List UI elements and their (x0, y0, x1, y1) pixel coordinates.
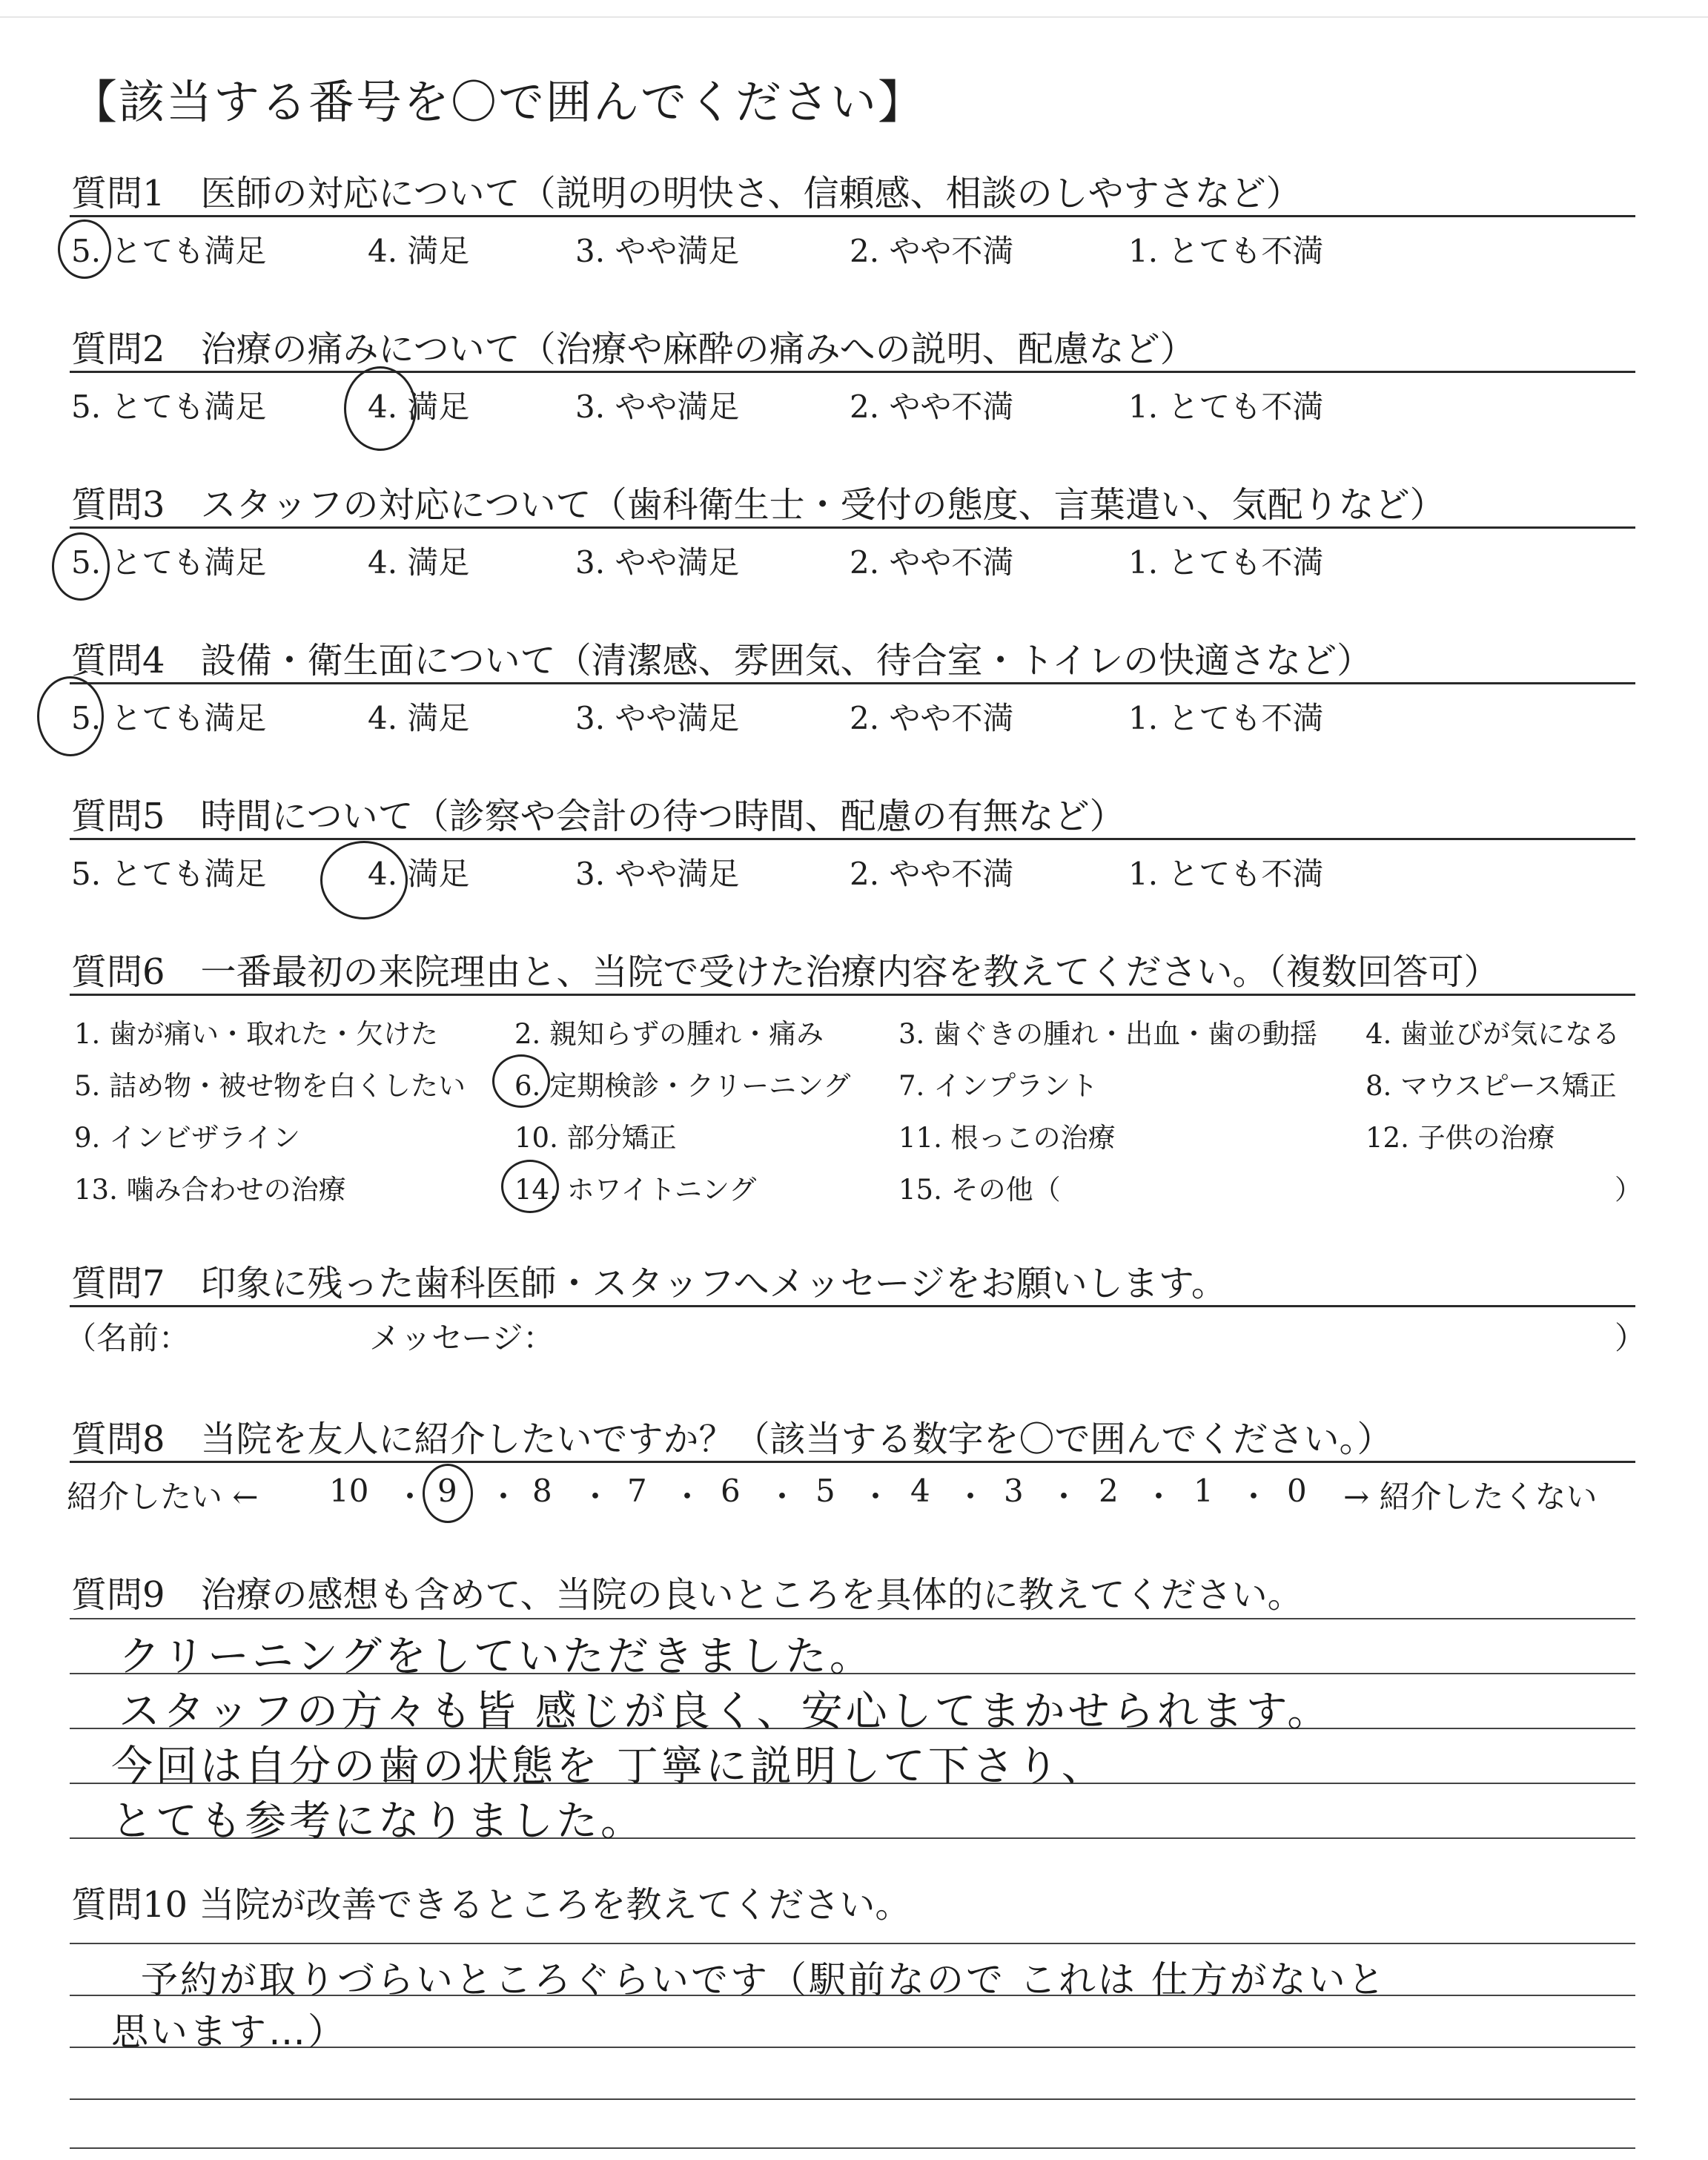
q8-scale-left-label: 紹介したい ← (67, 1479, 259, 1515)
question-3-rule (70, 526, 1635, 529)
q1-option-2[interactable]: 2. やや不満 (850, 233, 1014, 269)
q8-scale-2[interactable]: 2 (1099, 1473, 1119, 1509)
q6-option-9[interactable]: 9. インビザライン (74, 1122, 300, 1154)
question-9-label: 質問9 治療の感想も含めて、当院の良いところを具体的に教えてください。 (71, 1574, 1303, 1616)
q9-answer-line: スタッフの方々も皆 感じが良く、安心してまかせられます。 (119, 1688, 1332, 1736)
q8-separator: ・ (580, 1479, 612, 1515)
q6-option-13[interactable]: 13. 噛み合わせの治療 (74, 1174, 346, 1206)
q6-option-10[interactable]: 10. 部分矯正 (514, 1122, 677, 1154)
q6-option-15[interactable]: 15. その他（ (898, 1174, 1061, 1206)
q6-option-5[interactable]: 5. 詰め物・被せ物を白くしたい (74, 1070, 466, 1102)
q3-selection-circle (52, 532, 110, 601)
question-4-label: 質問4 設備・衛生面について（清潔感、雰囲気、待合室・トイレの快適さなど） (71, 640, 1373, 681)
q5-option-1[interactable]: 1. とても不満 (1128, 856, 1324, 892)
q5-option-4[interactable]: 4. 満足 (368, 856, 470, 892)
top-edge-line (0, 16, 1708, 18)
q6-option-14[interactable]: 14. ホワイトニング (514, 1174, 757, 1206)
q1-option-1[interactable]: 1. とても不満 (1128, 233, 1324, 269)
form-title: 【該当する番号を〇で囲んでください】 (71, 75, 926, 129)
question-4-rule (70, 682, 1635, 684)
question-5-label: 質問5 時間について（診察や会計の待つ時間、配慮の有無など） (71, 796, 1125, 837)
q10-answer-line: 予約が取りづらいところぐらいです（駅前なので これは 仕方がないと (141, 1958, 1387, 2001)
q4-option-2[interactable]: 2. やや不満 (850, 700, 1014, 736)
question-5-rule (70, 838, 1635, 840)
question-3-label: 質問3 スタッフの対応について（歯科衛生士・受付の態度、言葉遣い、気配りなど） (71, 484, 1446, 526)
q8-separator: ・ (488, 1479, 520, 1515)
question-6-label: 質問6 一番最初の来院理由と、当院で受けた治療内容を教えてください。（複数回答可） (71, 951, 1500, 993)
question-2-label: 質問2 治療の痛みについて（治療や麻酔の痛みへの説明、配慮など） (71, 328, 1196, 370)
q6-option-3[interactable]: 3. 歯ぐきの腫れ・出血・歯の動揺 (898, 1018, 1318, 1050)
q4-option-1[interactable]: 1. とても不満 (1128, 700, 1324, 736)
q6-selection-circle-14 (501, 1160, 559, 1213)
q9-answer-line: 今回は自分の歯の状態を 丁寧に説明して下さり、 (111, 1743, 1106, 1791)
q2-selection-circle (344, 366, 417, 451)
q10-line-0 (70, 1943, 1635, 1944)
q5-option-5[interactable]: 5. とても満足 (71, 856, 267, 892)
q8-selection-circle (423, 1464, 473, 1523)
q8-scale-4[interactable]: 4 (910, 1473, 930, 1509)
q6-option-4[interactable]: 4. 歯並びが気になる (1366, 1018, 1621, 1050)
q10-answer-line: 思います…） (111, 2010, 347, 2053)
question-8-rule (70, 1461, 1635, 1463)
q2-option-2[interactable]: 2. やや不満 (850, 389, 1014, 425)
q6-option-6[interactable]: 6. 定期検診・クリーニング (514, 1070, 851, 1102)
q8-separator: ・ (955, 1479, 987, 1515)
q1-option-3[interactable]: 3. やや満足 (575, 233, 740, 269)
q9-answer-line: クリーニングをしていただきました。 (119, 1633, 874, 1681)
q8-separator: ・ (394, 1479, 426, 1515)
q2-option-5[interactable]: 5. とても満足 (71, 389, 267, 425)
q6-option-1[interactable]: 1. 歯が痛い・取れた・欠けた (74, 1018, 439, 1050)
question-2-rule (70, 371, 1635, 373)
q9-line-0 (70, 1618, 1635, 1619)
q3-option-4[interactable]: 4. 満足 (368, 544, 470, 581)
q8-scale-5[interactable]: 5 (815, 1473, 835, 1509)
q8-scale-8[interactable]: 8 (532, 1473, 552, 1509)
q6-other-close-paren: ） (1615, 1174, 1642, 1206)
q8-scale-0[interactable]: 0 (1287, 1473, 1307, 1509)
question-1-rule (70, 215, 1635, 217)
question-10-label: 質問10 当院が改善できるところを教えてください。 (71, 1884, 911, 1926)
q7-message-label: メッセージ： (369, 1320, 555, 1356)
q5-selection-circle (320, 841, 408, 919)
q3-option-3[interactable]: 3. やや満足 (575, 544, 740, 581)
q1-selection-circle (58, 219, 111, 279)
q8-scale-1[interactable]: 1 (1194, 1473, 1214, 1509)
q9-answer-line: とても参考になりました。 (111, 1797, 645, 1846)
q4-option-3[interactable]: 3. やや満足 (575, 700, 740, 736)
question-7-rule (70, 1305, 1635, 1307)
q8-scale-3[interactable]: 3 (1004, 1473, 1024, 1509)
q8-scale-7[interactable]: 7 (627, 1473, 647, 1509)
q8-separator: ・ (1143, 1479, 1175, 1515)
q10-line-4 (70, 2147, 1635, 2149)
q6-option-8[interactable]: 8. マウスピース矯正 (1366, 1070, 1617, 1102)
q7-name-label: （名前： (65, 1320, 191, 1356)
question-8-label: 質問8 当院を友人に紹介したいですか？（該当する数字を〇で囲んでください。） (71, 1418, 1393, 1460)
q8-separator: ・ (767, 1479, 798, 1515)
question-7-label: 質問7 印象に残った歯科医師・スタッフへメッセージをお願いします。 (71, 1263, 1227, 1304)
q4-option-5[interactable]: 5. とても満足 (71, 700, 267, 736)
q1-option-5[interactable]: 5. とても満足 (71, 233, 267, 269)
q6-option-2[interactable]: 2. 親知らずの腫れ・痛み (514, 1018, 824, 1050)
q3-option-1[interactable]: 1. とても不満 (1128, 544, 1324, 581)
question-6-rule (70, 994, 1635, 996)
q6-option-7[interactable]: 7. インプラント (898, 1070, 1099, 1102)
q2-option-1[interactable]: 1. とても不満 (1128, 389, 1324, 425)
q3-option-2[interactable]: 2. やや不満 (850, 544, 1014, 581)
q6-option-12[interactable]: 12. 子供の治療 (1366, 1122, 1555, 1154)
q8-separator: ・ (860, 1479, 892, 1515)
q2-option-4[interactable]: 4. 満足 (368, 389, 470, 425)
q8-scale-10[interactable]: 10 (329, 1473, 369, 1509)
q2-option-3[interactable]: 3. やや満足 (575, 389, 740, 425)
q4-option-4[interactable]: 4. 満足 (368, 700, 470, 736)
q6-option-11[interactable]: 11. 根っこの治療 (898, 1122, 1116, 1154)
q5-option-3[interactable]: 3. やや満足 (575, 856, 740, 892)
q8-scale-9[interactable]: 9 (437, 1473, 457, 1509)
q1-option-4[interactable]: 4. 満足 (368, 233, 470, 269)
q6-selection-circle-6 (492, 1054, 550, 1108)
q4-selection-circle (37, 676, 104, 756)
q8-scale-right-label: → 紹介したくない (1343, 1479, 1598, 1515)
q8-separator: ・ (1048, 1479, 1080, 1515)
q8-separator: ・ (1238, 1479, 1270, 1515)
q3-option-5[interactable]: 5. とても満足 (71, 544, 267, 581)
q5-option-2[interactable]: 2. やや不満 (850, 856, 1014, 892)
q8-separator: ・ (672, 1479, 704, 1515)
q8-scale-6[interactable]: 6 (721, 1473, 741, 1509)
q10-line-3 (70, 2098, 1635, 2100)
question-1-label: 質問1 医師の対応について（説明の明快さ、信頼感、相談のしやすさなど） (71, 173, 1302, 214)
q7-close-paren: ） (1615, 1320, 1646, 1356)
